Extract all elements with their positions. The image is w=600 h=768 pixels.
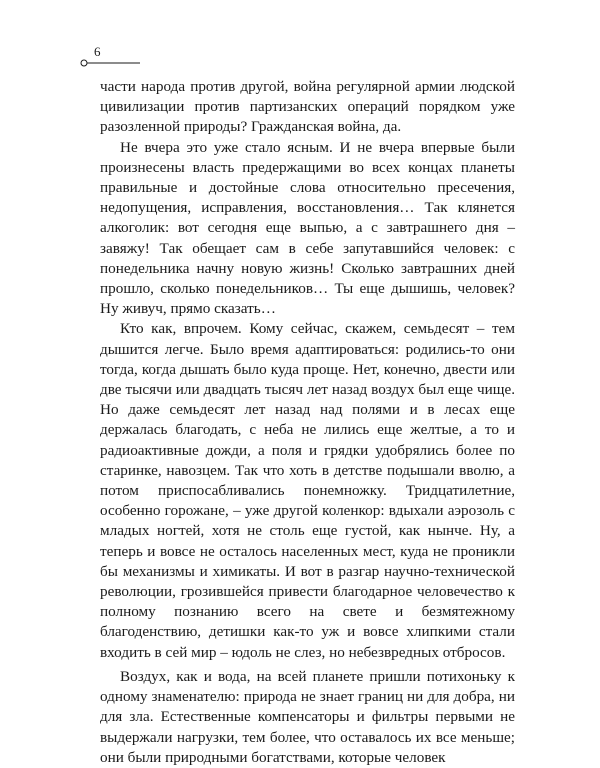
paragraph-2: Не вчера это уже стало ясным. И не вчера впервые были произнесены власть предержащими во всех концах планеты правильные и достойные слова относительно пресечения, недопущения, исправления, восстановления… Так клянется алкоголик: вот сегодня еще выпью, а с завтрашнего дня – завяжу! Так обещает сам в себе запутавшийся человек: с понедельника начну новую жизнь! Сколько завтрашних дней прошло, сколько понедельников… Ты еще дышишь, человек? Ну живуч, прямо сказать… [100, 138, 515, 318]
page-header [80, 44, 520, 68]
paragraph-3: Кто как, впрочем. Кому сейчас, скажем, семьдесят – тем дышится легче. Было время адаптироваться: родились-то они тогда, когда дышать было куда проще. Нет, конечно, двести или две тысячи или двадцать тысяч лет назад воздух был еще чище. Но даже семьдесят лет назад над полями и в лесах еще держалась благодать, с неба не лились еще желтые, а то и радиоактивные дожди, а поля и грядки удобрялись более по старинке, навозцем. Так что хоть в детстве подышали вволю, а потом приспосабливались понемножку. Тридцатилетние, особенно горожане, – уже другой коленкор: вдыхали аэрозоль с младых ногтей, хотя не столь еще густой, как нынче. Ну, а теперь и вовсе не осталось населенных мест, куда не проникли бы механизмы и химикаты. И вот в разгар научно-технической революции, грозившейся привести благодарное человечество к полному познанию всего на свете и безмятежному благоденствию, детишки как-то уж и вовсе хлипкими стали входить в сей мир – юдоль не слез, но небезвредных отбросов. [100, 320, 515, 661]
body-text [100, 77, 515, 768]
header-rule-ornament [80, 58, 140, 68]
paragraph-4: Воздух, как и вода, на всей планете пришли потихоньку к одному знаменателю: природа не знает границ ни для добра, ни для зла. Естественные компенсаторы и фильтры первыми не выдержали нагрузки, тем более, что оставалось их все меньше; они были природными богатствами, которые человек [100, 667, 515, 766]
page-number: 6 [94, 44, 101, 59]
paragraph-1: части народа против другой, война регулярной армии людской цивилизации против партизанских операций порядком уже разозленной природы? Гражданская война, да. [100, 78, 515, 136]
